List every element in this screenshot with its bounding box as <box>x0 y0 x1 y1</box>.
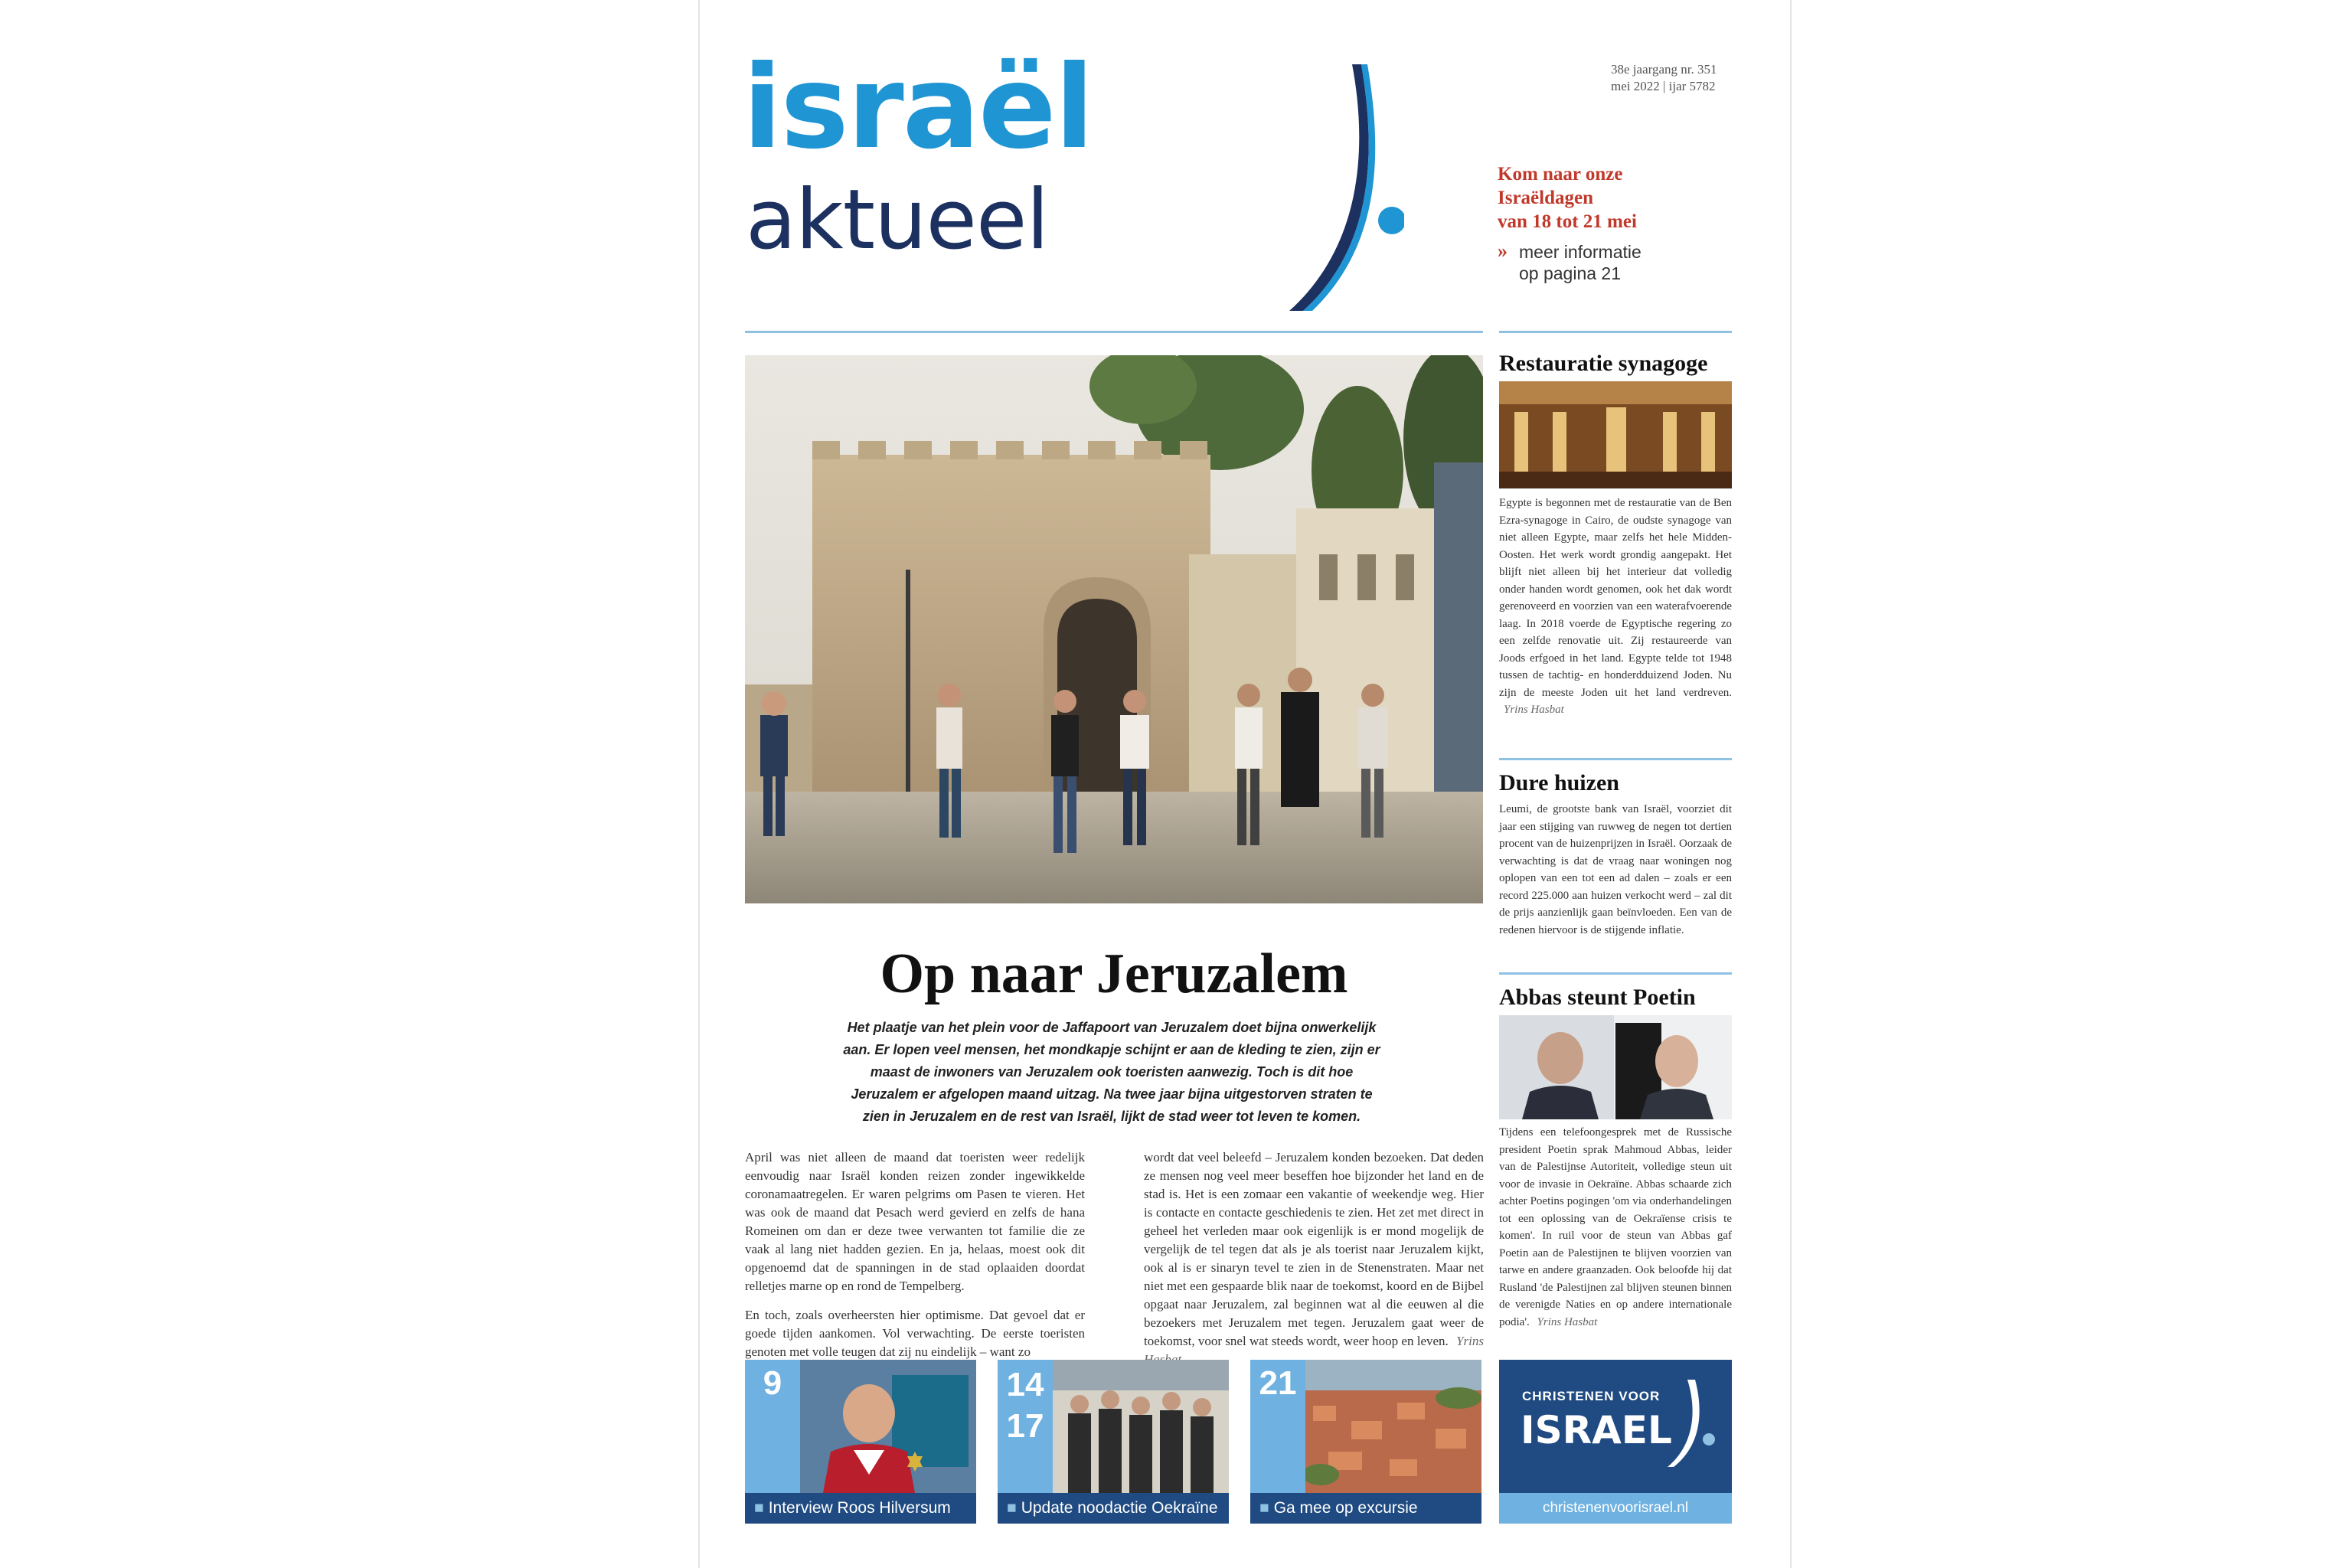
jaffa-gate-image <box>745 355 1483 903</box>
synagogue-photo <box>1499 381 1732 488</box>
sidebar-rule-2 <box>1499 972 1732 975</box>
tile-3-label-bar: ■ Ga mee op excursie <box>1250 1493 1481 1524</box>
cvi-url-bar[interactable] <box>1499 1493 1732 1524</box>
promo-line-1: Kom naar onze <box>1498 164 1623 185</box>
promo-arrow-icon: » <box>1498 240 1508 262</box>
article-column-2 <box>1144 1148 1484 1369</box>
cvi-tile[interactable] <box>1499 1360 1732 1524</box>
sidebar-3-text <box>1499 1124 1732 1331</box>
logo-subtitle: aktueel <box>746 172 1049 268</box>
article-col2-paragraph-1: wordt dat veel beleefd – Jeruzalem konden bezoeken. Dat deden ze mensen nog veel meer beseffen hoe bijzonder het land en de stad is. Het is een zomaar een vakantie of weekendje weg. Hier is contacte en contacte geschiedenis te zien. Het zet met direct in geheel het verleden maar ook eigenlijk is er mond mogelijk de vergelijk de tel tegen dat als je als toerist naar Jeruzalem kijkt, ook al is er sinaryn tevel te zien in de Stenenstraten. Maar net niet met een gespaarde blik naar de toekomst, koord en de Bijbel opgaat naar Jeruzalem, zal beginnen wat al die eeuwen al die bezoekers met Jeruzalem met tegen. Jeruzalem gaat weer de toekomst, voor snel wat steeds wordt, weer hoop en leven. <box>1144 1150 1484 1348</box>
article-column-1 <box>745 1148 1085 1361</box>
abbas-putin-photo <box>1499 1015 1732 1119</box>
masthead-rule <box>745 331 1483 333</box>
tile-3-label: Ga mee op excursie <box>1273 1499 1418 1517</box>
logo-title: israël <box>743 41 1093 175</box>
tile-3-photo <box>1305 1360 1481 1493</box>
tile-2-page-number-a: 14 <box>1006 1366 1044 1403</box>
issue-date: mei 2022 | ijar 5782 <box>1611 79 1716 93</box>
issue-number: 38e jaargang nr. 351 <box>1611 62 1717 77</box>
promo-line-2: Israëldagen <box>1498 188 1593 208</box>
cvi-url: christenenvoorisrael.nl <box>1542 1500 1689 1516</box>
sidebar-rule-1 <box>1499 758 1732 760</box>
promo-block[interactable] <box>1498 162 1750 284</box>
sidebar-top-rule <box>1499 331 1732 333</box>
tile-1-label-bar: ■ Interview Roos Hilversum <box>745 1493 976 1524</box>
sidebar-3-byline: Yrins Hasbat <box>1537 1315 1598 1328</box>
sidebar-3-body: Tijdens een telefoongesprek met de Russische president Poetin sprak Mahmoud Abbas, leider van de Palestijnse Autoriteit, volledige steun uit voor de invasie in Oekraïne. Abbas schaarde zich achter Poetins pogingen 'om via onderhandelingen tot een oplossing van de Oekraïense crisis te komen'. In ruil voor de steun van Abbas gaf Poetin aan de Palestijnen te blijven voorzien van tarwe en andere graanzaden. Ook beloofde hij dat Rusland 'de Palestijnen zal blijven steunen binnen de verenigde Naties en op andere internationale podia'. <box>1499 1126 1732 1328</box>
promo-link-line-2: op pagina 21 <box>1519 263 1622 283</box>
article-byline: Yrins <box>1456 1334 1484 1348</box>
sidebar-1-heading: Restauratie synagoge <box>1499 351 1708 376</box>
tile-1-photo <box>800 1360 976 1493</box>
promo-link-line-1: meer informatie <box>1519 242 1642 262</box>
sidebar-2-heading: Dure huizen <box>1499 770 1619 795</box>
tile-1-page-number: 9 <box>745 1360 800 1524</box>
sidebar-1-text <box>1499 495 1732 719</box>
sidebar-3-heading: Abbas steunt Poetin <box>1499 985 1696 1010</box>
tile-excursie[interactable] <box>1250 1360 1481 1524</box>
tile-3-page-number: 21 <box>1250 1360 1305 1524</box>
promo-line-3: van 18 tot 21 mei <box>1498 211 1637 232</box>
cvi-top-text: CHRISTENEN VOOR <box>1522 1389 1661 1403</box>
hero-photo <box>745 355 1483 903</box>
tile-1-label: Interview Roos Hilversum <box>768 1499 951 1517</box>
sidebar-2-body: Leumi, de grootste bank van Israël, voorziet dit jaar een stijging van ruwweg de negen tot dertien procent van de huizenprijzen in Israël. Oorzaak de verwachting is dat de vraag naar woningen nog oplopen van een tot een ad dalen – zoals er een record 225.000 aan huizen verkocht werd – zal dit de prijs aanzienlijk gaan beïnvloeden. Een van de redenen hiervoor is de stijgende inflatie. <box>1499 803 1732 936</box>
tile-2-label: Update noodactie Oekraïne <box>1021 1499 1218 1517</box>
article-col1-paragraph-2: En toch, zoals overheersten hier optimisme. Dat gevoel dat er goede tijden aankomen. Vol verwachting. De eerste toeristen genoten met volle teugen dat zij nu eindelijk – want zo <box>745 1308 1085 1359</box>
tile-interview[interactable] <box>745 1360 976 1524</box>
cvi-slash-mark <box>1664 1378 1718 1468</box>
sidebar-1-body: Egypte is begonnen met de restauratie van de Ben Ezra-synagoge in Cairo, de oudste synagoge van niet alleen Egypte, maar zelfs het hele Midden-Oosten. Het werk wordt grondig aangepakt. Het blijft niet alleen bij het interieur dat volledig onder handen wordt genomen, ook het dak wordt gerenoveerd en voorzien van een waterafvoerende laag. In 2018 voerde de Egyptische regering zo een zelfde renovatie uit. Zij restaureerde van Joods erfgoed in het land. Egypte telde tot 1948 tussen de tachtig- en honderdduizend Joden. Nu zijn de meeste Joden uit het land verdreven. <box>1499 497 1732 699</box>
main-headline: Op naar Jeruzalem <box>880 942 1348 1005</box>
tile-update-oekraine[interactable] <box>998 1360 1229 1524</box>
logo-slash-mark <box>1282 61 1404 314</box>
newspaper-page <box>698 0 1792 1568</box>
tile-2-page-number-b: 17 <box>1006 1407 1044 1445</box>
sidebar-1-byline: Yrins Hasbat <box>1504 704 1564 716</box>
tile-2-photo <box>1053 1360 1229 1493</box>
cvi-logo-text: ISRAEL <box>1521 1408 1672 1452</box>
tile-2-label-bar: ■ Update noodactie Oekraïne <box>998 1493 1229 1524</box>
main-lead: Het plaatje van het plein voor de Jaffapoort van Jeruzalem doet bijna onwerkelijk aan. Er lopen veel mensen, het mondkapje schijnt er aan de kleding te zien, zijn er maast de inwoners van Jeruzalem ook toeristen aanwezig. Toch is dit hoe Jeruzalem er afgelopen maand uitzag. Na twee jaar bijna uitgestorven straten te zien in Jeruzalem en de rest van Israël, lijkt de stad weer tot leven te komen. <box>843 1020 1380 1124</box>
article-col1-paragraph-1: April was niet alleen de maand dat toeristen weer redelijk eenvoudig naar Israël konden reizen zonder ingewikkelde coronamaatregelen. Er waren pelgrims om Pasen te vieren. Het was ook de maand dat Pesach werd gevierd en zelfs de hana Romeinen om dan er deze twee verwanten tot familie die ze vaak al lang niet hadden gezien. En ja, helaas, moest ook dit opgenoemd dat de spanningen in de stad oplaaiden doordat relletjes marne op en rond de Tempelberg. <box>745 1150 1085 1293</box>
